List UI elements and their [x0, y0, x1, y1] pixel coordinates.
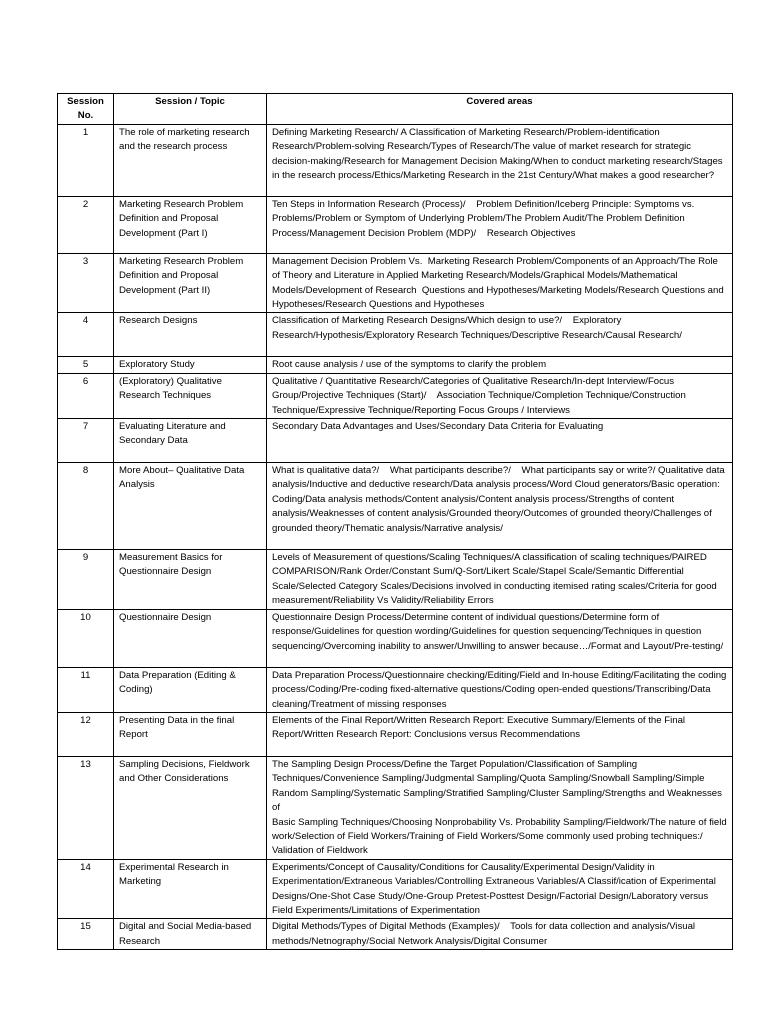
table-row [58, 419, 733, 463]
session-topic: (Exploratory) Qualitative Research Techniques [114, 373, 267, 418]
table-row [58, 609, 733, 667]
covered-areas: Classification of Marketing Research Designs/Which design to use?/ Exploratory Research/Hypothesis/Exploratory Research Techniques/Descriptive Research/Causal Research/ [267, 313, 733, 357]
session-topic: Exploratory Study [114, 357, 267, 373]
session-topic: Marketing Research Problem Definition and Proposal Development (Part II) [114, 253, 267, 313]
covered-areas: Experiments/Concept of Causality/Conditions for Causality/Experimental Design/Validity in Experimentation/Extraneous Variables/Controlling Extraneous Variables/A Classif/ication of Experimental Designs/One-Shot Case Study/One-Group Pretest-Posttest Design/Factorial Design/Laboratory versus Field Experiments/Limitations of Experimentation [267, 859, 733, 919]
session-number: 3 [58, 253, 114, 313]
session-topic: Data Preparation (Editing & Coding) [114, 667, 267, 712]
session-topic: The role of marketing research and the research process [114, 124, 267, 196]
session-number: 15 [58, 919, 114, 950]
covered-areas: Digital Methods/Types of Digital Methods (Examples)/ Tools for data collection and analysis/Visual methods/Netnography/Social Network Analysis/Digital Consumer [267, 919, 733, 950]
header-topic: Session / Topic [114, 94, 267, 125]
table-row [58, 196, 733, 253]
covered-areas: Root cause analysis / use of the symptoms to clarify the problem [267, 357, 733, 373]
session-number: 6 [58, 373, 114, 418]
covered-areas: Questionnaire Design Process/Determine content of individual questions/Determine form of response/Guidelines for question wording/Guidelines for question sequencing/Techniques in question sequencing/Overcoming inability to answer/Unwilling to answer because…/Format and Layout/Pre-testing/ [267, 609, 733, 667]
session-topic: Digital and Social Media-based Research [114, 919, 267, 950]
table-row [58, 373, 733, 418]
table-row [58, 919, 733, 950]
covered-areas: Secondary Data Advantages and Uses/Secondary Data Criteria for Evaluating [267, 419, 733, 463]
session-number: 14 [58, 859, 114, 919]
header-covered-areas: Covered areas [267, 94, 733, 125]
session-number: 11 [58, 667, 114, 712]
session-topic: Experimental Research in Marketing [114, 859, 267, 919]
session-topic: Evaluating Literature and Secondary Data [114, 419, 267, 463]
covered-areas: Levels of Measurement of questions/Scaling Techniques/A classification of scaling techniques/PAIRED COMPARISON/Rank Order/Constant Sum/Q-Sort/Likert Scale/Stapel Scale/Semantic Differential Scale/Selected Category Scales/Decisions involved in conducting itemised rating scales/Criteria for good measurement/Reliability Vs Validity/Reliability Errors [267, 550, 733, 610]
covered-areas: What is qualitative data?/ What participants describe?/ What participants say or write?/ Qualitative data analysis/Inductive and deductive research/Data analysis process/Word Cloud generators/Basic operation: Coding/Data analysis methods/Content analysis/Content analysis process/Strengths of content analysis/Weaknesses of content analysis/Grounded theory/Outcomes of grounded theory/Challenges of grounded theory/Thematic analysis/Narrative analysis/ [267, 463, 733, 550]
covered-areas: The Sampling Design Process/Define the Target Population/Classification of Sampling Techniques/Convenience Sampling/Judgmental Sampling/Quota Sampling/Snowball Sampling/Simple Random Sampling/Systematic Sampling/Stratified Sampling/Cluster Sampling/Strengths and Weaknesses of Basic Sampling Techniques/Choosing Nonprobability Vs. Probability Sampling/Fieldwork/The nature of field work/Selection of Field Workers/Training of Field Workers/Some commonly used probing techniques:/ Validation of Fieldwork [267, 756, 733, 859]
session-topic: More About– Qualitative Data Analysis [114, 463, 267, 550]
session-number: 12 [58, 712, 114, 756]
covered-areas: Management Decision Problem Vs. Marketing Research Problem/Components of an Approach/The Role of Theory and Literature in Applied Marketing Research/Models/Graphical Models/Mathematical Models/Development of Research Questions and Hypotheses/Marketing Models/Research Questions and Hypotheses/Research Questions and Hypotheses [267, 253, 733, 313]
session-number: 7 [58, 419, 114, 463]
table-body [58, 124, 733, 949]
session-number: 1 [58, 124, 114, 196]
session-number: 8 [58, 463, 114, 550]
header-session-line1: Session [67, 96, 104, 107]
covered-areas: Qualitative / Quantitative Research/Categories of Qualitative Research/In-dept Interview/Focus Group/Projective Techniques (Start)/ Association Technique/Completion Technique/Construction Technique/Expressive Technique/Reporting Focus Groups / Interviews [267, 373, 733, 418]
table-row [58, 859, 733, 919]
covered-areas: Elements of the Final Report/Written Research Report: Executive Summary/Elements of the Final Report/Written Research Report: Conclusions versus Recommendations [267, 712, 733, 756]
table-row [58, 313, 733, 357]
covered-areas: Defining Marketing Research/ A Classification of Marketing Research/Problem-identification Research/Problem-solving Research/Types of Research/The value of market research for strategic decision-making/Research for Management Decision Making/When to conduct marketing research/Stages in the research process/Ethics/Marketing Research in the 21st Century/What makes a good researcher? [267, 124, 733, 196]
session-number: 10 [58, 609, 114, 667]
covered-areas: Ten Steps in Information Research (Process)/ Problem Definition/Iceberg Principle: Symptoms vs. Problems/Problem or Symptom of Underlying Problem/The Problem Audit/The Problem Definition Process/Management Decision Problem (MDP)/ Research Objectives [267, 196, 733, 253]
header-session-no [58, 94, 114, 125]
table-row [58, 756, 733, 859]
session-number: 2 [58, 196, 114, 253]
syllabus-table [57, 93, 733, 950]
session-number: 13 [58, 756, 114, 859]
table-row [58, 667, 733, 712]
table-row [58, 357, 733, 373]
session-number: 5 [58, 357, 114, 373]
table-row [58, 124, 733, 196]
session-topic: Sampling Decisions, Fieldwork and Other Considerations [114, 756, 267, 859]
table-row [58, 253, 733, 313]
session-topic: Marketing Research Problem Definition and Proposal Development (Part I) [114, 196, 267, 253]
session-number: 4 [58, 313, 114, 357]
covered-areas: Data Preparation Process/Questionnaire checking/Editing/Field and In-house Editing/Facilitating the coding process/Coding/Pre-coding fixed-alternative questions/Coding open-ended questions/Transcribing/Data cleaning/Treatment of missing responses [267, 667, 733, 712]
table-row [58, 712, 733, 756]
session-topic: Questionnaire Design [114, 609, 267, 667]
table-row [58, 463, 733, 550]
session-topic: Presenting Data in the final Report [114, 712, 267, 756]
session-topic: Research Designs [114, 313, 267, 357]
header-session-line2: No. [77, 110, 94, 122]
table-header-row [58, 94, 733, 125]
session-topic: Measurement Basics for Questionnaire Design [114, 550, 267, 610]
session-number: 9 [58, 550, 114, 610]
table-row [58, 550, 733, 610]
